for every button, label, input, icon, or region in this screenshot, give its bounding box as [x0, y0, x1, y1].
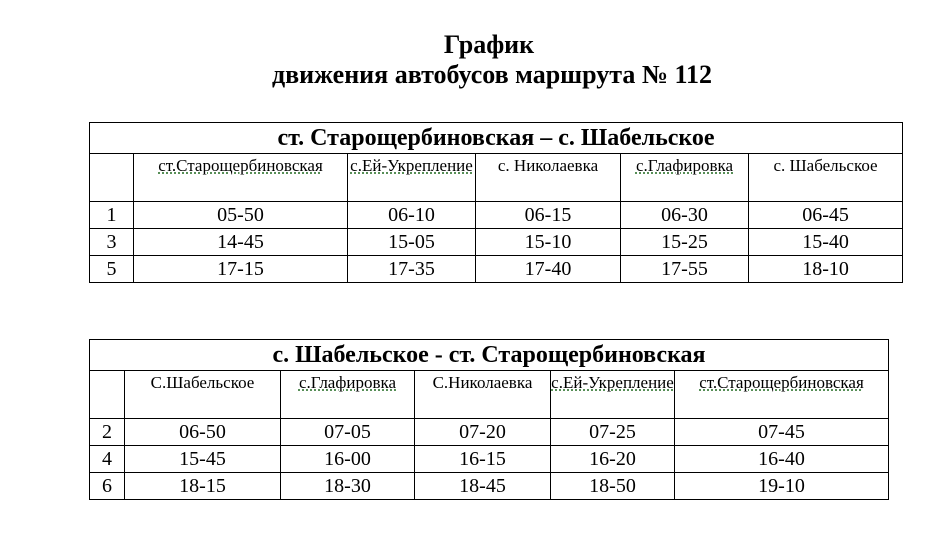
stop-name — [621, 154, 749, 202]
time-cell: 16-20 — [551, 446, 675, 473]
time-cell: 06-30 — [621, 202, 749, 229]
stop-label: ст.Старощербиновская — [158, 156, 323, 175]
time-cell: 15-40 — [749, 229, 903, 256]
stop-name — [476, 154, 621, 202]
stop-label: с.Глафировка — [635, 156, 734, 175]
stop-name — [415, 371, 551, 419]
stop-label: С.Шабельское — [150, 373, 255, 392]
time-cell: 07-20 — [415, 419, 551, 446]
table-row — [90, 256, 903, 283]
title-line-1: График — [443, 30, 535, 59]
schedule-table-outbound — [89, 122, 903, 283]
time-cell: 07-45 — [675, 419, 889, 446]
time-cell: 07-05 — [281, 419, 415, 446]
table-row — [90, 473, 889, 500]
schedule-title — [0, 30, 942, 90]
time-cell: 17-35 — [348, 256, 476, 283]
stop-name — [675, 371, 889, 419]
time-cell: 06-50 — [125, 419, 281, 446]
time-cell: 06-10 — [348, 202, 476, 229]
time-cell: 17-40 — [476, 256, 621, 283]
stop-label: с.Глафировка — [298, 373, 397, 392]
stop-label: с. Шабельское — [773, 156, 878, 175]
stop-name — [551, 371, 675, 419]
time-cell: 16-40 — [675, 446, 889, 473]
stop-name — [281, 371, 415, 419]
trip-number: 5 — [90, 256, 134, 283]
trip-number: 6 — [90, 473, 125, 500]
table-header: ст. Старощербиновская – с. Шабельское — [90, 123, 903, 154]
time-cell: 17-55 — [621, 256, 749, 283]
time-cell: 15-25 — [621, 229, 749, 256]
stop-name — [134, 154, 348, 202]
stop-name — [749, 154, 903, 202]
time-cell: 16-00 — [281, 446, 415, 473]
time-cell: 16-15 — [415, 446, 551, 473]
time-cell: 18-45 — [415, 473, 551, 500]
table-row — [90, 229, 903, 256]
time-cell: 07-25 — [551, 419, 675, 446]
stop-label: С.Николаевка — [432, 373, 533, 392]
table-header: с. Шабельское - ст. Старощербиновская — [90, 340, 889, 371]
trip-number: 2 — [90, 419, 125, 446]
time-cell: 18-50 — [551, 473, 675, 500]
stop-name — [125, 371, 281, 419]
time-cell: 06-45 — [749, 202, 903, 229]
stop-label: с.Ей-Укрепление — [350, 156, 473, 175]
time-cell: 18-30 — [281, 473, 415, 500]
time-cell: 18-15 — [125, 473, 281, 500]
time-cell: 17-15 — [134, 256, 348, 283]
table-row — [90, 202, 903, 229]
stop-name — [348, 154, 476, 202]
title-line-2: движения автобусов маршрута № 112 — [271, 60, 713, 89]
schedule-table-return — [89, 339, 889, 500]
time-cell: 15-05 — [348, 229, 476, 256]
row-number-header — [90, 154, 134, 202]
trip-number: 3 — [90, 229, 134, 256]
time-cell: 14-45 — [134, 229, 348, 256]
stop-label: с. Николаевка — [497, 156, 599, 175]
time-cell: 18-10 — [749, 256, 903, 283]
stop-label: с.Ей-Укрепление — [551, 373, 674, 392]
time-cell: 19-10 — [675, 473, 889, 500]
time-cell: 06-15 — [476, 202, 621, 229]
stops-row — [90, 371, 889, 419]
table-row — [90, 446, 889, 473]
trip-number: 1 — [90, 202, 134, 229]
trip-number: 4 — [90, 446, 125, 473]
stops-row — [90, 154, 903, 202]
row-number-header — [90, 371, 125, 419]
table-row — [90, 419, 889, 446]
time-cell: 15-10 — [476, 229, 621, 256]
stop-label: ст.Старощербиновская — [699, 373, 864, 392]
time-cell: 05-50 — [134, 202, 348, 229]
time-cell: 15-45 — [125, 446, 281, 473]
